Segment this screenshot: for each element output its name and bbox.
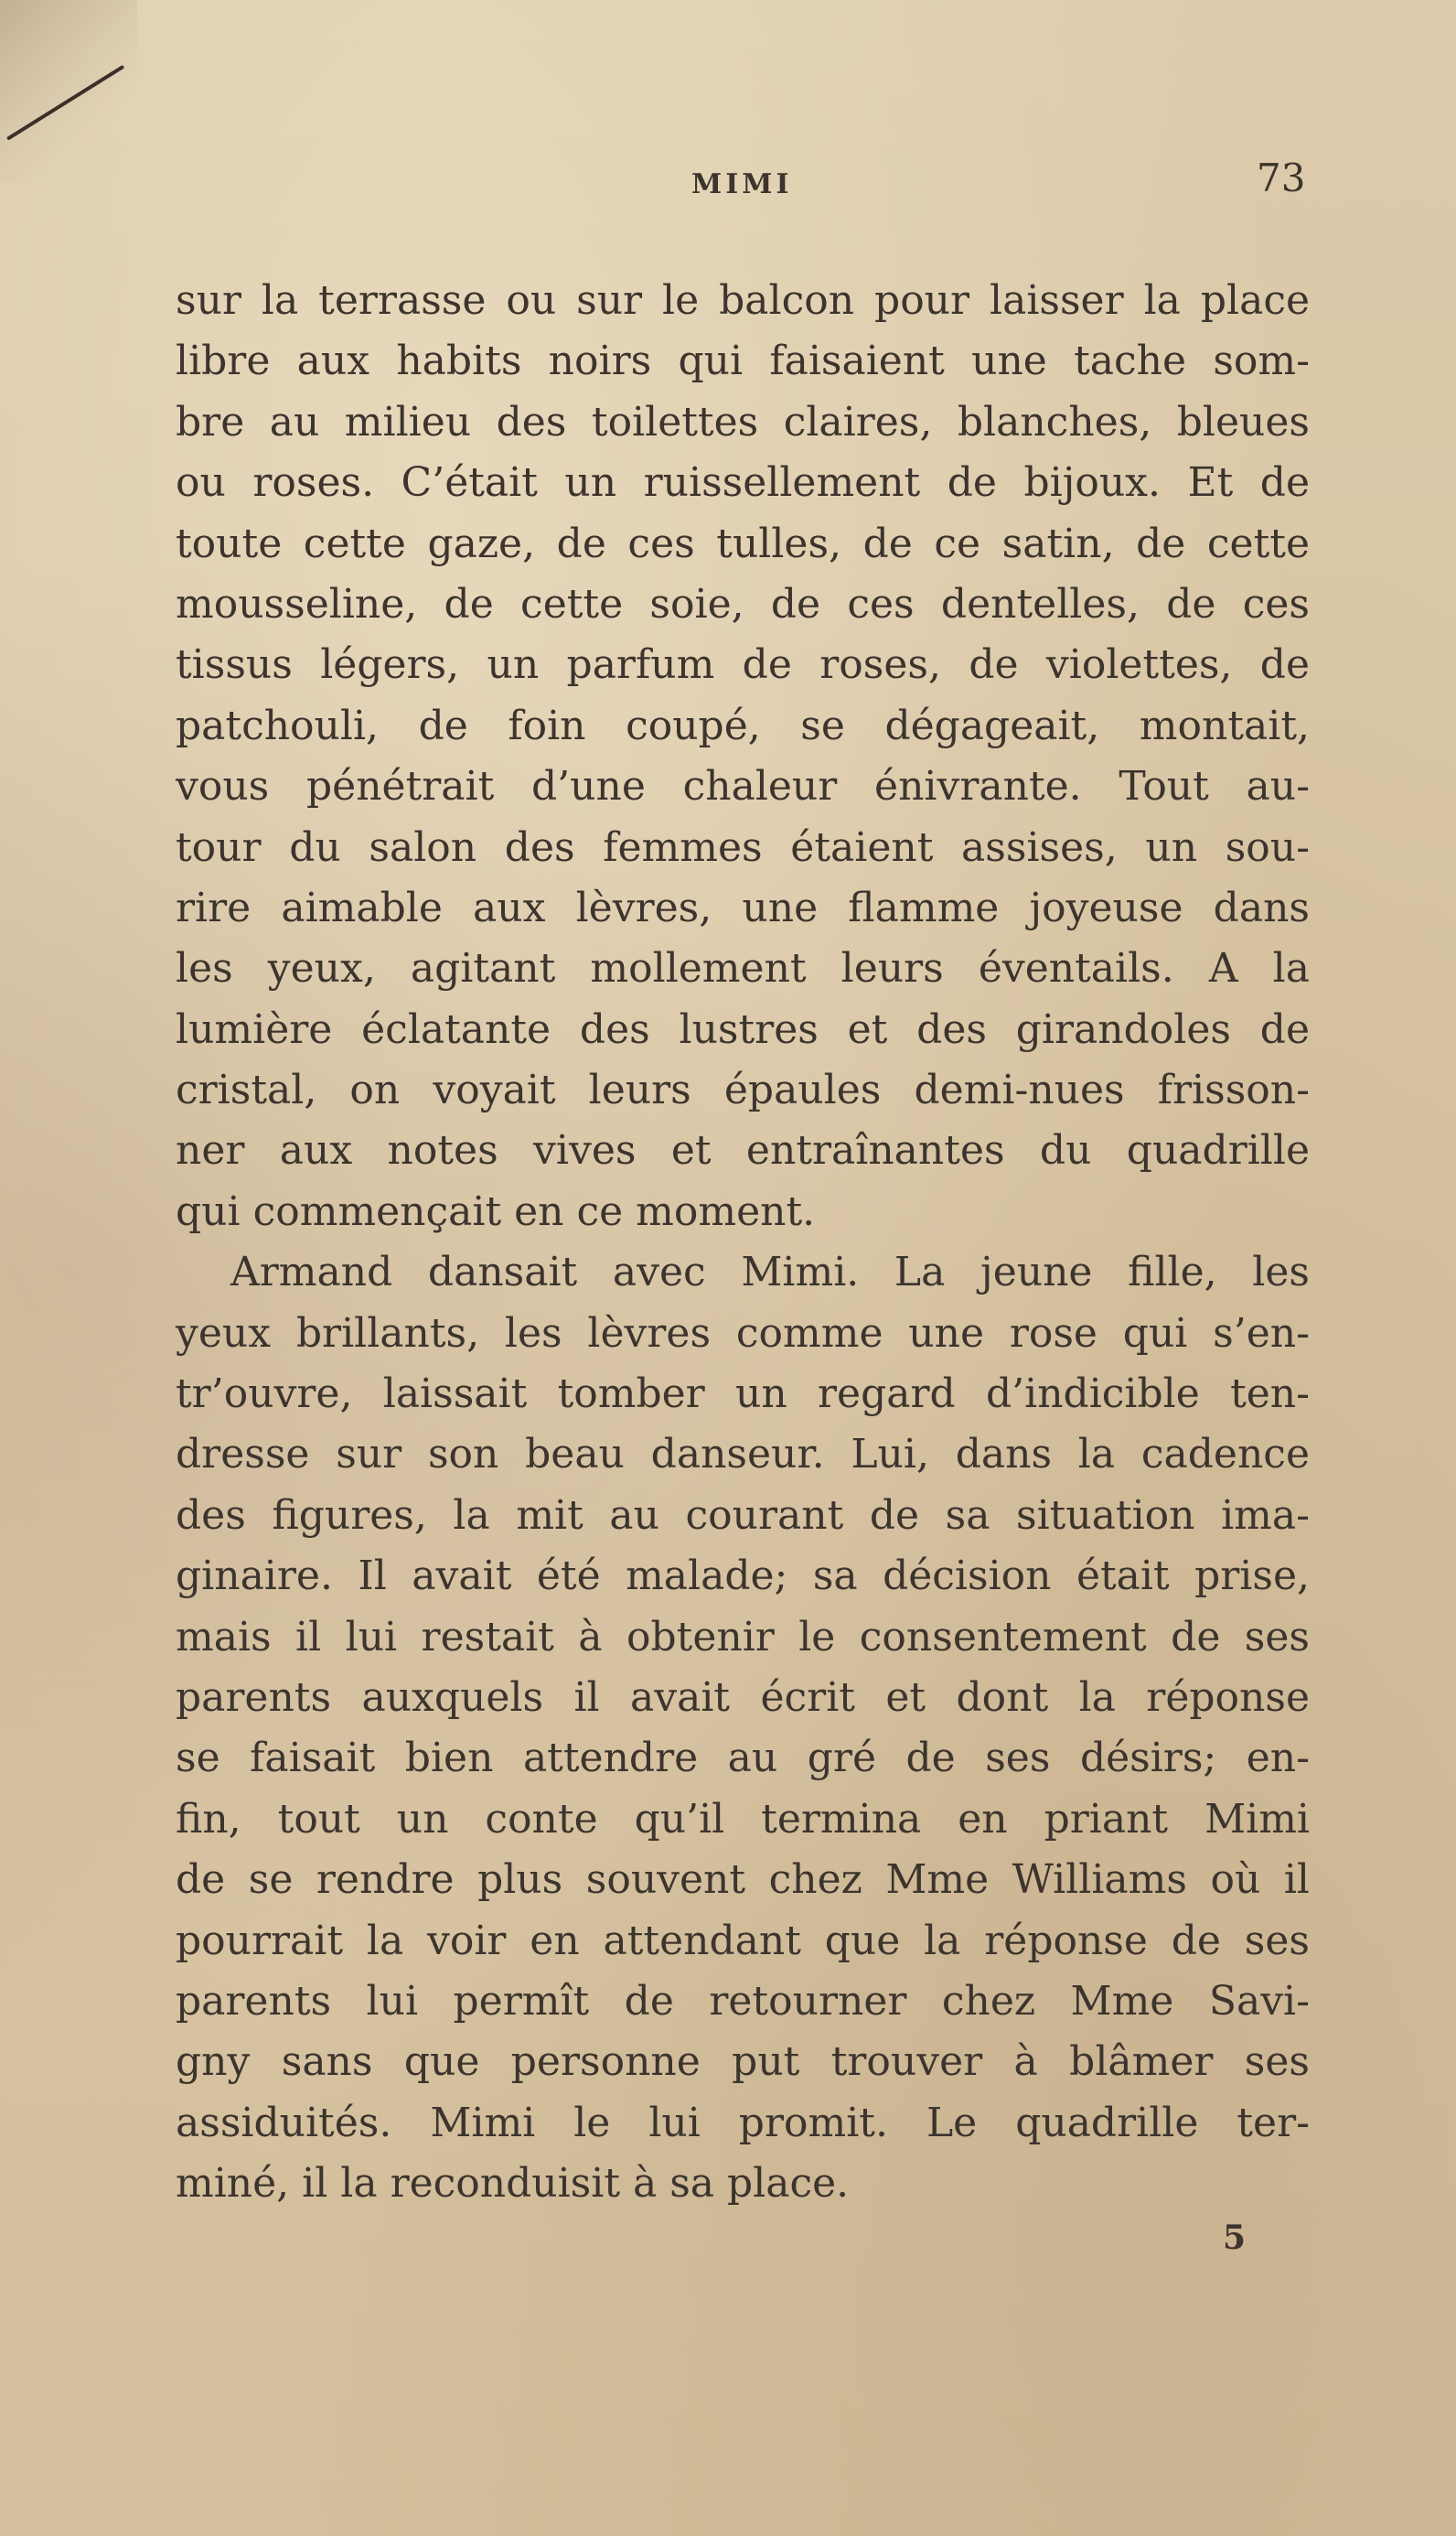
text-line: se faisait bien attendre au gré de ses désirs; en- [176,1735,1310,1782]
text-line: qui commençait en ce moment. [176,1187,816,1235]
text-line: ginaire. Il avait été malade; sa décision était prise, [176,1553,1310,1600]
text-line: miné, il la reconduisit à sa place. [176,2160,850,2208]
text-line: gny sans que personne put trouver à blâmer ses [176,2038,1310,2086]
body-text [176,271,1310,2215]
text-line: parents lui permît de retourner chez Mme Savi- [176,1977,1310,2025]
text-line: pourrait la voir en attendant que la réponse de ses [176,1917,1310,1964]
text-line: patchouli, de foin coupé, se dégageait, montait, [176,702,1310,749]
text-line: parents auxquels il avait écrit et dont la réponse [176,1673,1310,1721]
text-line: vous pénétrait d’une chaleur énivrante. Tout au- [176,763,1310,811]
text-line: bre au milieu des toilettes claires, blanches, bleues [176,398,1310,446]
text-line: dresse sur son beau danseur. Lui, dans la cadence [176,1431,1310,1478]
text-line: libre aux habits noirs qui faisaient une tache som- [176,338,1310,385]
text-line: lumière éclatante des lustres et des girandoles de [176,1005,1310,1053]
text-line: assiduités. Mimi le lui promit. Le quadrille ter- [176,2099,1310,2146]
running-title: MIMI [691,168,793,200]
text-line: tr’ouvre, laissait tomber un regard d’indicible ten- [176,1370,1310,1418]
page-header [0,156,1456,210]
text-line: sur la terrasse ou sur le balcon pour laisser la place [176,277,1310,324]
text-line: mais il lui restait à obtenir le consentement de ses [176,1613,1310,1660]
text-line: tissus légers, un parfum de roses, de violettes, de [176,641,1310,689]
text-line: des figures, la mit au courant de sa situation ima- [176,1491,1310,1539]
text-line: les yeux, agitant mollement leurs éventails. A la [176,945,1310,993]
text-line: fin, tout un conte qu’il termina en priant Mimi [176,1795,1310,1843]
text-line: de se rendre plus souvent chez Mme Williams où il [176,1856,1310,1904]
text-line: rire aimable aux lèvres, une flamme joyeuse dans [176,884,1310,931]
signature-mark: 5 [1223,2219,1247,2257]
text-line: ner aux notes vives et entraînantes du quadrille [176,1127,1310,1175]
text-line: yeux brillants, les lèvres comme une rose qui s’en- [176,1309,1310,1357]
text-line: tour du salon des femmes étaient assises, un sou- [176,823,1310,871]
text-line: toute cette gaze, de ces tulles, de ce satin, de cette [176,520,1310,567]
text-line: mousseline, de cette soie, de ces dentelles, de ces [176,580,1310,628]
text-line: Armand dansait avec Mimi. La jeune fille, les [230,1249,1310,1296]
text-line: cristal, on voyait leurs épaules demi-nues frisson- [176,1067,1310,1114]
text-line: ou roses. C’était un ruissellement de bijoux. Et de [176,459,1310,507]
page-number: 73 [1257,156,1306,200]
